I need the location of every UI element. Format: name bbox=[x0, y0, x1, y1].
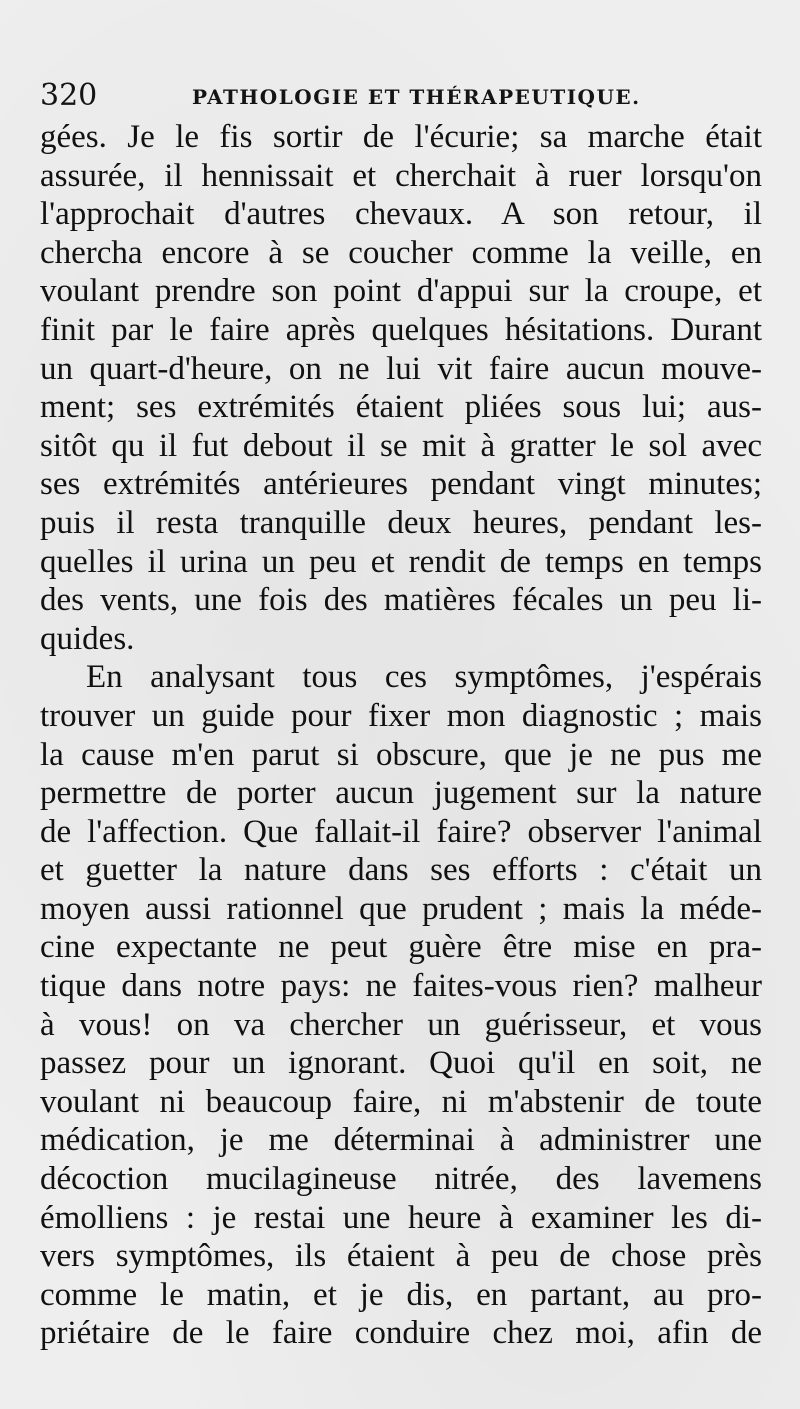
text-line: cine expectante ne peut guère être mise en pra- bbox=[40, 929, 762, 966]
text-line: chercha encore à se coucher comme la veille, en bbox=[40, 234, 762, 271]
text-line: passez pour un ignorant. Quoi qu'il en soit, ne bbox=[40, 1045, 762, 1082]
text-line: voulant ni beaucoup faire, ni m'abstenir de toute bbox=[40, 1083, 762, 1120]
text-line: la cause m'en parut si obscure, que je ne pus me bbox=[40, 736, 762, 773]
text-line: puis il resta tranquille deux heures, pendant les- bbox=[40, 504, 762, 541]
text-line: vers symptômes, ils étaient à peu de chose près bbox=[40, 1238, 762, 1275]
text-line: émolliens : je restai une heure à examiner les di- bbox=[40, 1199, 762, 1236]
paragraph-end-line: quides. bbox=[40, 620, 135, 657]
text-line: de l'affection. Que fallait-il faire? observer l'animal bbox=[40, 813, 762, 850]
text-line: médication, je me déterminai à administrer une bbox=[40, 1122, 762, 1159]
text-line: comme le matin, et je dis, en partant, au pro- bbox=[40, 1276, 762, 1313]
paragraph-start-line: En analysant tous ces symptômes, j'espérais bbox=[86, 659, 762, 696]
text-line: finit par le faire après quelques hésitations. Durant bbox=[40, 311, 762, 348]
text-line: trouver un guide pour fixer mon diagnostic ; mais bbox=[40, 697, 762, 734]
text-line: permettre de porter aucun jugement sur la nature bbox=[40, 775, 762, 812]
text-line: voulant prendre son point d'appui sur la croupe, et bbox=[40, 273, 762, 310]
text-line: sitôt qu il fut debout il se mit à gratter le sol avec bbox=[40, 427, 762, 464]
text-line: des vents, une fois des matières fécales un peu li- bbox=[40, 582, 762, 619]
text-line: ses extrémités antérieures pendant vingt minutes; bbox=[40, 466, 762, 503]
body-text bbox=[40, 118, 762, 1353]
text-line: l'approchait d'autres chevaux. A son retour, il bbox=[40, 196, 762, 233]
text-line: gées. Je le fis sortir de l'écurie; sa marche était bbox=[40, 119, 762, 155]
running-head bbox=[40, 78, 760, 118]
text-line: moyen aussi rationnel que prudent ; mais la méde- bbox=[40, 890, 762, 927]
running-title: PATHOLOGIE ET THÉRAPEUTIQUE. bbox=[192, 85, 641, 109]
text-line: à vous! on va chercher un guérisseur, et vous bbox=[40, 1006, 762, 1043]
text-line: assurée, il hennissait et cherchait à ruer lorsqu'on bbox=[40, 157, 762, 194]
text-line: décoction mucilagineuse nitrée, des lavemens bbox=[40, 1161, 762, 1198]
text-line: et guetter la nature dans ses efforts : c'était un bbox=[40, 852, 762, 889]
text-line: ment; ses extrémités étaient pliées sous lui; aus- bbox=[40, 389, 762, 426]
text-line: un quart-d'heure, on ne lui vit faire aucun mouve- bbox=[40, 350, 762, 387]
text-line: tique dans notre pays: ne faites-vous rien? malheur bbox=[40, 968, 762, 1005]
page-number: 320 bbox=[40, 78, 98, 113]
text-line: priétaire de le faire conduire chez moi, afin de bbox=[40, 1315, 762, 1352]
text-line: quelles il urina un peu et rendit de temps en temps bbox=[40, 543, 762, 580]
